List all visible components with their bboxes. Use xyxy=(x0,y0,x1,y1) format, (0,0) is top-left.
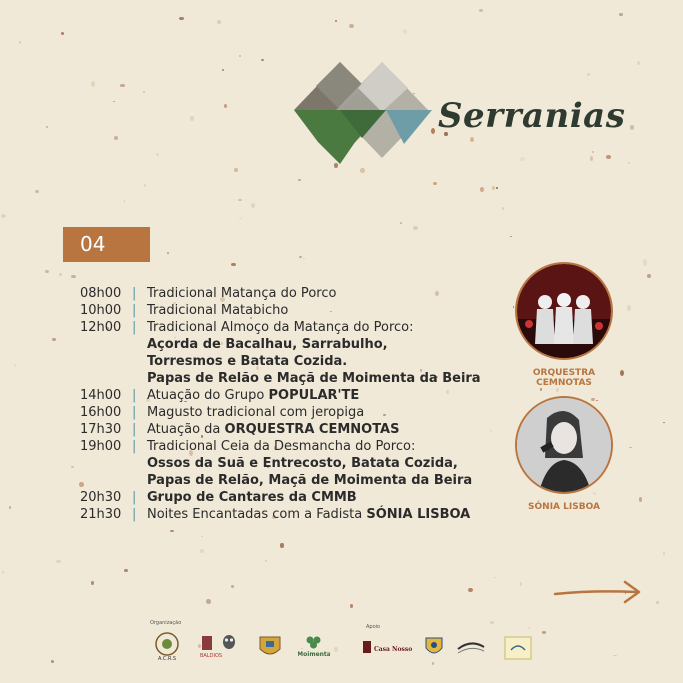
paper-speck xyxy=(335,20,337,22)
road-logo xyxy=(456,637,486,661)
paper-speck xyxy=(299,256,302,258)
schedule-separator: | xyxy=(132,422,137,437)
paper-speck xyxy=(231,585,235,589)
paper-speck xyxy=(663,552,666,555)
paper-speck xyxy=(222,69,224,71)
paper-speck xyxy=(217,20,221,24)
paper-speck xyxy=(91,581,95,585)
paper-speck xyxy=(542,631,547,635)
menu-line: Açorda de Bacalhau, Sarrabulho, xyxy=(147,337,388,352)
paper-speck xyxy=(528,627,530,629)
paper-speck xyxy=(261,59,265,61)
paper-speck xyxy=(19,41,22,44)
schedule-highlight: SÓNIA LISBOA xyxy=(366,507,471,522)
schedule-time: 14h00 xyxy=(80,388,122,403)
arrow-right-icon[interactable] xyxy=(553,580,643,604)
paper-speck xyxy=(2,571,4,574)
orchestra-photo xyxy=(515,262,613,360)
schedule-description xyxy=(147,319,500,387)
paper-speck xyxy=(1,214,6,218)
schedule-separator: | xyxy=(132,320,137,335)
organizacao-label: Organização xyxy=(150,620,182,626)
paper-speck xyxy=(619,13,622,16)
paper-speck xyxy=(14,364,16,366)
paper-speck xyxy=(334,647,338,653)
schedule-row xyxy=(80,302,500,319)
schedule-row xyxy=(80,438,500,489)
paper-speck xyxy=(200,549,203,553)
schedule-time: 12h00 xyxy=(80,320,122,335)
menu-line: Papas de Relão e Maçã de Moimenta da Beira xyxy=(147,371,481,386)
paper-speck xyxy=(490,621,494,624)
schedule-time: 16h00 xyxy=(80,405,122,420)
moimenta-text: Moimenta xyxy=(298,651,330,658)
acrs-logo xyxy=(150,631,184,665)
paper-speck xyxy=(433,182,437,185)
schedule-highlight: ORQUESTRA CEMNOTAS xyxy=(224,422,400,437)
schedule-time: 20h30 xyxy=(80,490,122,505)
paper-speck xyxy=(124,569,127,572)
schedule-text: Tradicional Matança do Porco xyxy=(147,286,337,301)
paper-speck xyxy=(56,560,61,563)
paper-speck xyxy=(494,577,496,578)
paper-speck xyxy=(280,543,283,547)
paper-speck xyxy=(45,270,49,273)
schedule-separator: | xyxy=(132,405,137,420)
paper-speck xyxy=(206,599,211,605)
paper-speck xyxy=(349,24,354,28)
schedule-description xyxy=(147,506,500,523)
paper-speck xyxy=(502,207,504,210)
paper-speck xyxy=(239,218,241,220)
paper-speck xyxy=(238,199,242,202)
schedule-text: Atuação da xyxy=(147,422,225,437)
paper-speck xyxy=(647,274,651,278)
paper-speck xyxy=(629,447,632,449)
paper-speck xyxy=(71,275,76,278)
schedule-time: 10h00 xyxy=(80,303,122,318)
paper-speck xyxy=(251,203,255,208)
municipal-crest-logo xyxy=(255,633,285,665)
paper-speck xyxy=(556,388,559,393)
paper-speck xyxy=(46,126,48,127)
paper-speck xyxy=(303,258,305,259)
schedule-text: Tradicional Ceia da Desmancha do Porco: xyxy=(147,439,416,454)
paper-speck xyxy=(639,497,642,502)
schedule-row xyxy=(80,285,500,302)
paper-speck xyxy=(643,259,648,266)
schedule-text: Tradicional Matabicho xyxy=(147,303,289,318)
schedule-time: 17h30 xyxy=(80,422,122,437)
paper-speck xyxy=(144,184,146,186)
paper-speck xyxy=(91,81,95,87)
paper-speck xyxy=(468,588,473,592)
schedule-row xyxy=(80,489,500,506)
paper-speck xyxy=(265,560,267,562)
paper-speck xyxy=(239,55,241,56)
paper-speck xyxy=(627,305,631,311)
paper-speck xyxy=(113,101,115,103)
schedule-time: 19h00 xyxy=(80,439,122,454)
paper-speck xyxy=(52,338,56,341)
menu-line: Ossos da Suã e Entrecosto, Batata Cozida, xyxy=(147,456,458,471)
brand-title: Serranias xyxy=(438,96,626,136)
paper-speck xyxy=(403,29,407,34)
paper-speck xyxy=(234,168,239,171)
paper-speck xyxy=(637,61,641,65)
paper-speck xyxy=(231,263,235,266)
bird-emblem-logo xyxy=(504,636,532,664)
paper-speck xyxy=(510,236,512,237)
paper-speck xyxy=(613,655,616,657)
artist-card-orquestra xyxy=(504,262,624,388)
acc-shield-logo xyxy=(424,634,444,664)
paper-speck xyxy=(224,104,227,108)
schedule-description xyxy=(147,285,500,302)
schedule-separator: | xyxy=(132,286,137,301)
singer-photo xyxy=(515,396,613,494)
moimenta-logo xyxy=(298,632,330,666)
schedule-list xyxy=(80,285,500,523)
paper-speck xyxy=(9,506,11,509)
paper-speck xyxy=(663,422,665,423)
schedule-time: 08h00 xyxy=(80,286,122,301)
paper-speck xyxy=(156,153,159,156)
casa-nosso-logo xyxy=(362,638,412,662)
artist-card-sonia xyxy=(504,396,624,512)
apoio-label: Apoio xyxy=(366,624,381,630)
schedule-separator: | xyxy=(132,507,137,522)
paper-speck xyxy=(479,9,483,12)
schedule-row xyxy=(80,404,500,421)
paper-speck xyxy=(540,388,542,390)
schedule-description xyxy=(147,387,500,404)
casa-nosso-text: Casa Nosso xyxy=(374,646,412,653)
paper-speck xyxy=(492,186,495,191)
schedule-description xyxy=(147,302,500,319)
paper-speck xyxy=(61,32,64,35)
schedule-text: Atuação do Grupo xyxy=(147,388,269,403)
schedule-text: Magusto tradicional com jeropiga xyxy=(147,405,365,420)
paper-speck xyxy=(59,273,63,275)
paper-speck xyxy=(496,187,498,190)
paper-speck xyxy=(120,84,125,87)
menu-line: Papas de Relão, Maçã de Moimenta da Beira xyxy=(147,473,473,488)
paper-speck xyxy=(167,252,169,254)
paper-speck xyxy=(143,91,145,93)
schedule-description xyxy=(147,404,500,421)
schedule-text: Tradicional Almoço da Matança do Porco: xyxy=(147,320,414,335)
menu-line: Torresmos e Batata Cozida. xyxy=(147,354,348,369)
paper-speck xyxy=(35,190,38,193)
schedule-highlight: POPULAR'TE xyxy=(268,388,360,403)
paper-speck xyxy=(413,226,418,230)
paper-speck xyxy=(190,116,194,122)
paper-speck xyxy=(656,601,659,604)
paper-speck xyxy=(201,536,203,537)
paper-speck xyxy=(350,604,353,608)
schedule-highlight: Grupo de Cantares da CMMB xyxy=(147,490,357,505)
paper-speck xyxy=(179,17,184,20)
schedule-separator: | xyxy=(132,439,137,454)
paper-speck xyxy=(298,179,301,181)
schedule-time: 21h30 xyxy=(80,507,122,522)
schedule-separator: | xyxy=(132,388,137,403)
schedule-row xyxy=(80,421,500,438)
paper-speck xyxy=(124,200,126,202)
acrs-text: A.C.R.S xyxy=(157,656,177,661)
schedule-row xyxy=(80,506,500,523)
schedule-separator: | xyxy=(132,303,137,318)
owl-logo xyxy=(221,632,237,654)
artist-name: SÓNIA LISBOA xyxy=(528,502,600,512)
schedule-description xyxy=(147,421,500,438)
day-badge: 04 xyxy=(63,227,150,262)
schedule-description xyxy=(147,438,500,489)
paper-speck xyxy=(114,136,118,140)
paper-speck xyxy=(51,660,54,663)
schedule-row xyxy=(80,387,500,404)
schedule-description xyxy=(147,489,500,506)
schedule-row xyxy=(80,319,500,387)
paper-speck xyxy=(520,582,522,586)
paper-speck xyxy=(71,466,74,468)
baldios-text: BALDIOS xyxy=(200,653,223,659)
artist-name: ORQUESTRA CEMNOTAS xyxy=(532,368,596,388)
paper-speck xyxy=(400,222,402,224)
paper-speck xyxy=(170,530,173,532)
schedule-text: Noites Encantadas com a Fadista xyxy=(147,507,367,522)
schedule-separator: | xyxy=(132,490,137,505)
paper-speck xyxy=(480,187,484,192)
